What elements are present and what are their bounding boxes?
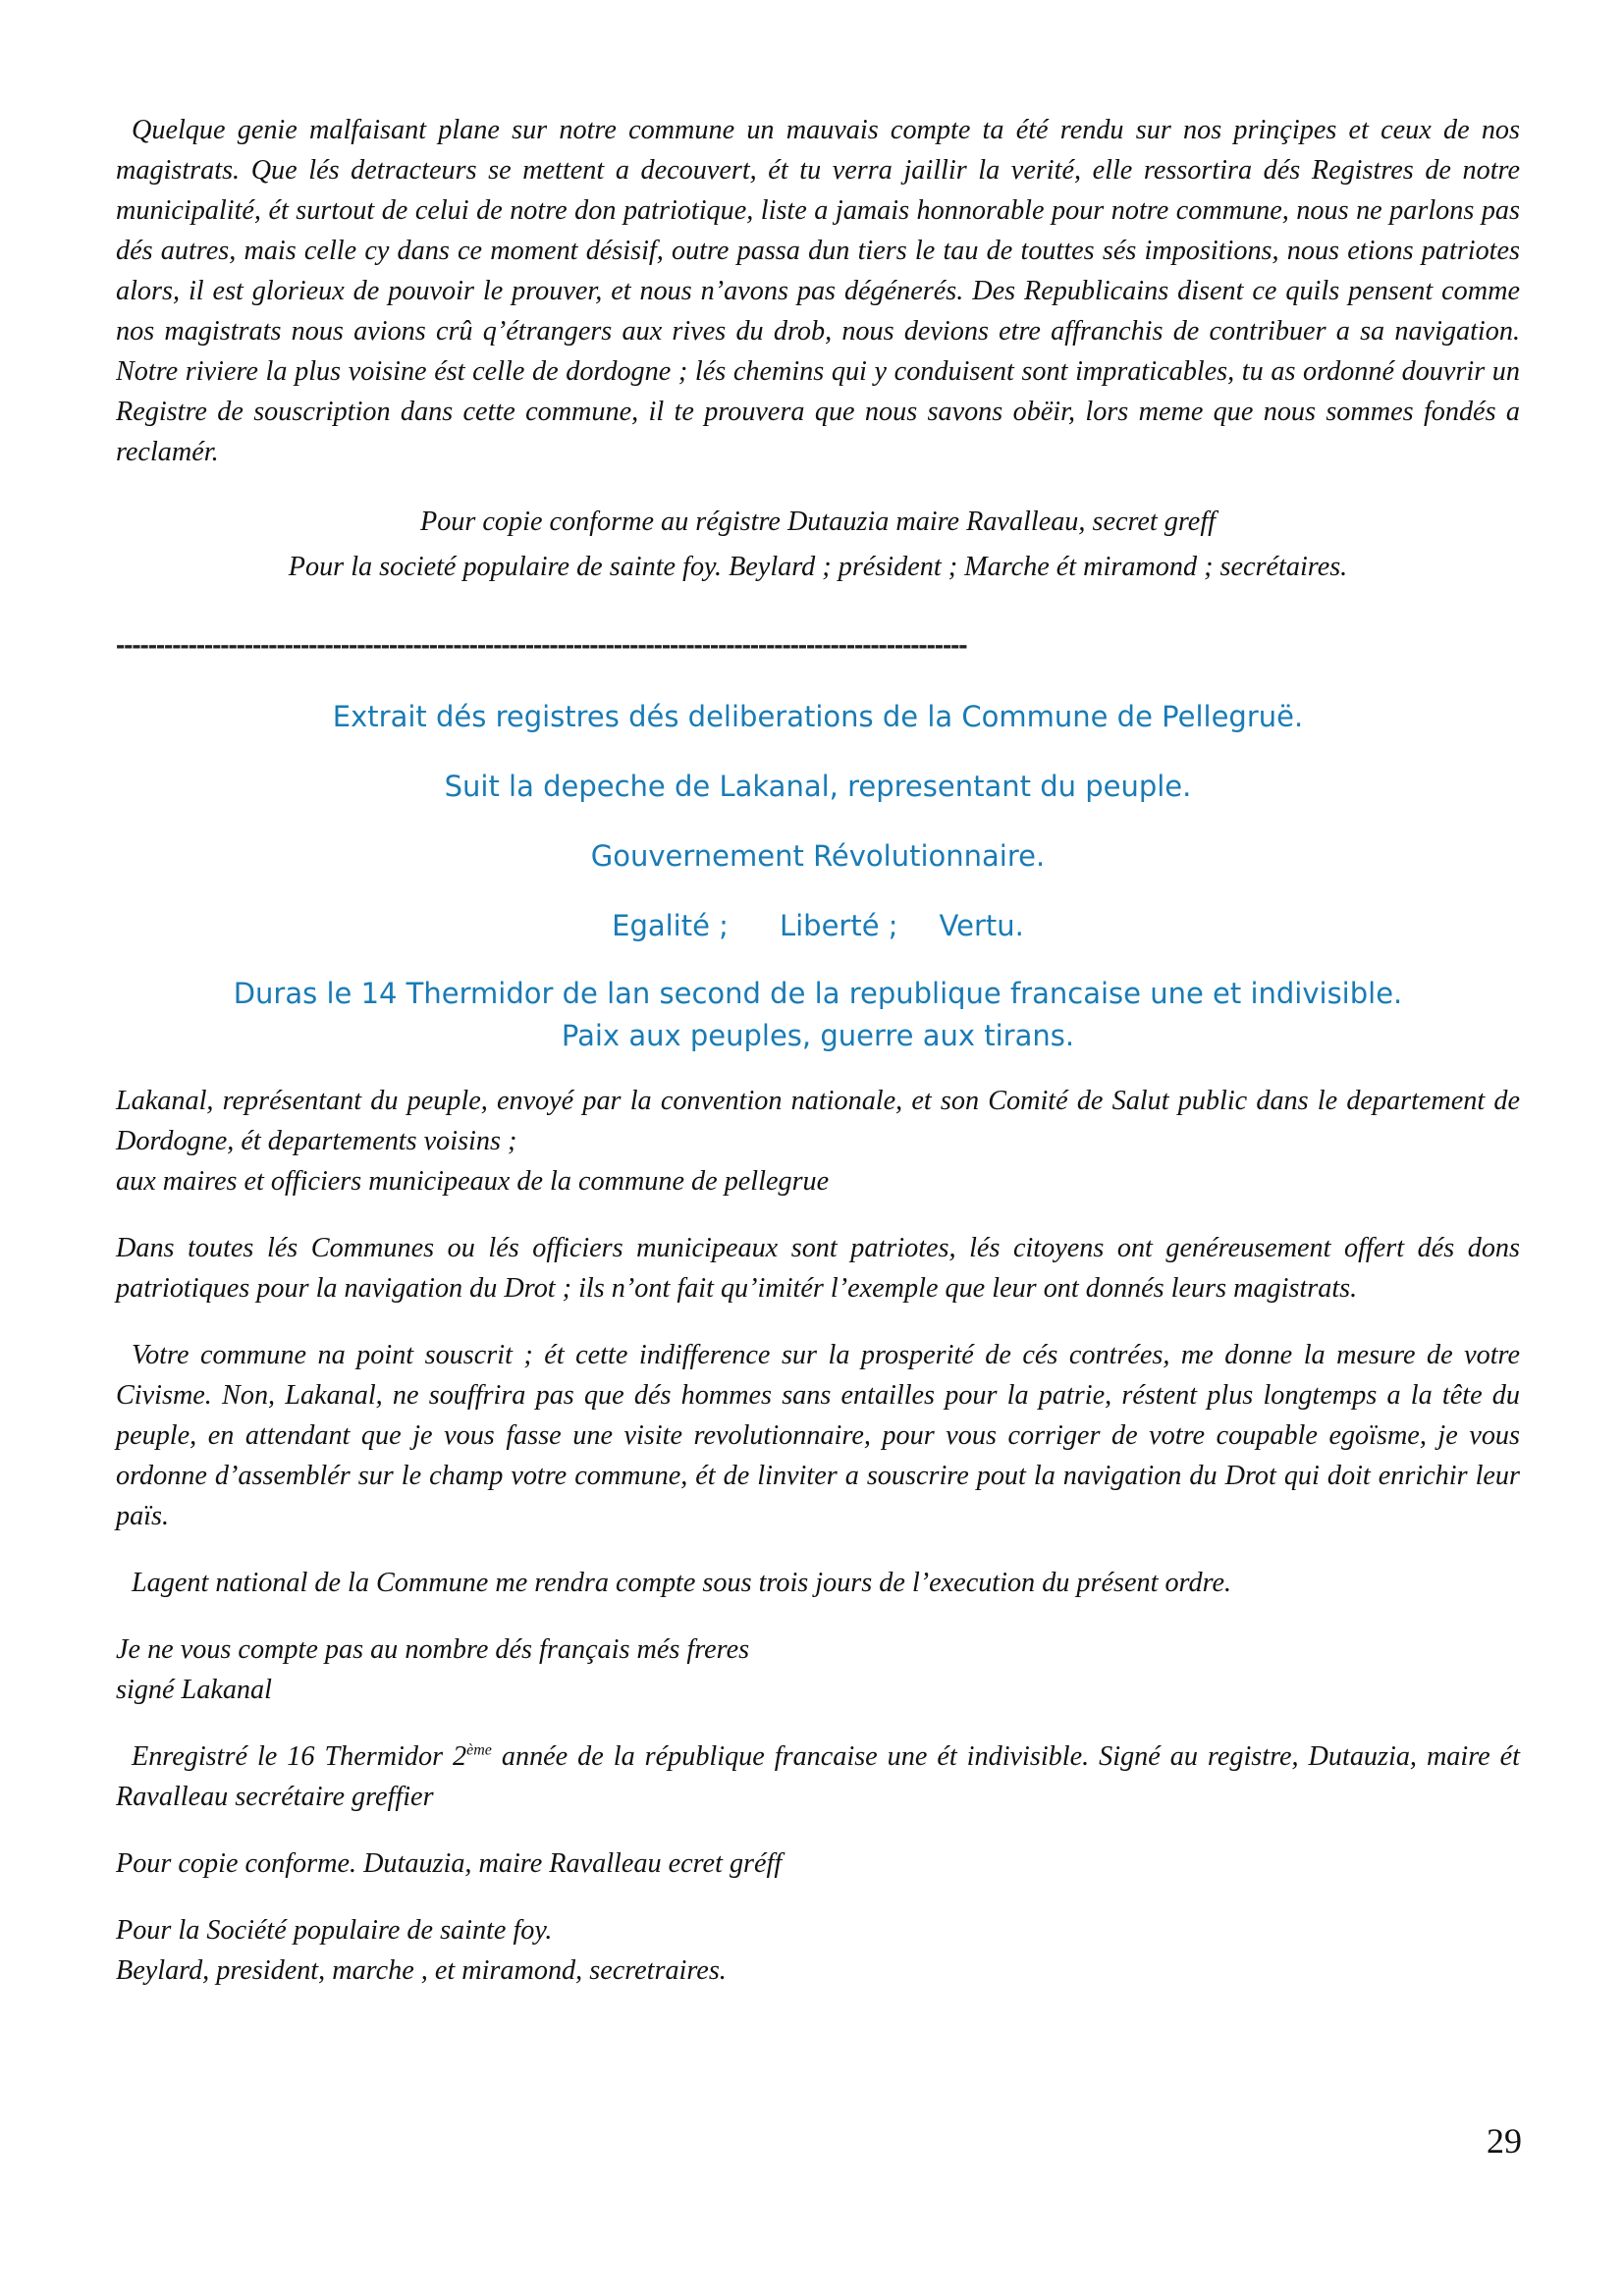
motto-liberte: Liberté ;	[779, 909, 898, 942]
document-page	[116, 110, 1520, 1991]
motto-vertu: Vertu.	[939, 909, 1024, 942]
registration-text-end: année de la république francaise une ét indivisible. Signé au registre, Dutauzia, maire ét Ravalleau secrétaire greffier	[116, 1741, 1520, 1812]
letter-address	[116, 1081, 1520, 1201]
dispatch-heading: Suit la depeche de Lakanal, representant du peuple.	[444, 770, 1192, 803]
society-final-line-2: Beylard, president, marche , et miramond, secretraires.	[116, 1955, 727, 1986]
society-final	[116, 1910, 1520, 1991]
copy-conforme-final: Pour copie conforme. Dutauzia, maire Ravalleau ecret gréff	[116, 1848, 783, 1879]
government-heading: Gouvernement Révolutionnaire.	[590, 839, 1046, 873]
letter-paragraph-1: Dans toutes lés Communes ou lés officiers municipeaux sont patriotes, lés citoyens ont genéreusement offert dés dons patriotiques pour la navigation du Drot ; ils n’ont fait qu’imitér l’exemple que leur ont donnés leurs magistrats.	[116, 1233, 1520, 1304]
registration-note	[116, 1736, 1520, 1817]
society-signature-line: Pour la societé populaire de sainte foy. Beylard ; président ; Marche ét miramond ; secrétaires.	[288, 552, 1348, 582]
letter-paragraph-3: Lagent national de la Commune me rendra compte sous trois jours de l’execution du présent ordre.	[132, 1568, 1232, 1598]
motto-line	[116, 905, 1520, 947]
intro-paragraph: Quelque genie malfaisant plane sur notre commune un mauvais compte ta été rendu sur nos prinçipes et ceux de nos magistrats. Que lés detracteurs se mettent a decouvert, ét tu verra jaillir la verité, elle ressortira dés Registres de notre municipalité, ét surtout de celui de notre don patriotique, liste a jamais honnorable pour notre commune, nous ne parlons pas dés autres, mais celle cy dans ce moment désisif, outre passa dun tiers le tau de touttes sés impositions, nous etions patriotes alors, il est glorieux de pouvoir le prouver, et nous n’avons pas dégénerés. Des Republicains disent ce quils pensent comme nos magistrats nous avions crû q’étrangers aux rives du drob, nous devions etre affranchis de contribuer a sa navigation. Notre riviere la plus voisine ést celle de dordogne ; lés chemins qui y conduisent sont impraticables, tu as ordonné douvrir un Registre de souscription dans cette commune, il te prouvera que nous savons obëir, lors meme que nous sommes fondés a reclamér.	[116, 115, 1520, 467]
lakanal-signature: signé Lakanal	[116, 1675, 272, 1705]
registration-text-start: Enregistré le 16 Thermidor 2	[132, 1741, 467, 1772]
letter-paragraph-2: Votre commune na point souscrit ; ét cette indifference sur la prosperité de cés contrées, me donne la mesure de votre Civisme. Non, Lakanal, ne souffrira pas que dés hommes sans entailles pour la patrie, réstent plus longtemps a la tête du peuple, en attendant que je vous fasse une visite revolutionnaire, pour vous corriger de votre coupable egoïsme, je vous ordonne d’assemblér sur le champ votre commune, ét de linviter a souscrire pout la navigation du Drot qui doit enrichir leur païs.	[116, 1340, 1520, 1531]
slogan-line: Paix aux peuples, guerre aux tirans.	[561, 1019, 1075, 1052]
closing-line: Je ne vous compte pas au nombre dés français més freres	[116, 1634, 750, 1665]
date-line: Duras le 14 Thermidor de lan second de la republique francaise une et indivisible.	[233, 977, 1403, 1010]
motto-egalite: Egalité ;	[612, 909, 729, 942]
letter-closing	[116, 1629, 1520, 1710]
dashed-separator: ----------------------------------------------------------------------------------------------------------	[116, 629, 967, 660]
page-number: 29	[1487, 2121, 1522, 2161]
letter-address-recipient: aux maires et officiers municipeaux de la commune de pellegrue	[116, 1166, 830, 1197]
copy-conforme-line: Pour copie conforme au régistre Dutauzia maire Ravalleau, secret greff	[420, 507, 1216, 537]
extract-heading: Extrait dés registres dés deliberations de la Commune de Pellegruë.	[332, 700, 1304, 733]
ordinal-suffix: ème	[466, 1741, 492, 1759]
letter-address-sender: Lakanal, représentant du peuple, envoyé par la convention nationale, et son Comité de Salut public dans le departement de Dordogne, ét departements voisins ;	[116, 1086, 1520, 1156]
society-final-line-1: Pour la Société populaire de sainte foy.	[116, 1915, 553, 1946]
